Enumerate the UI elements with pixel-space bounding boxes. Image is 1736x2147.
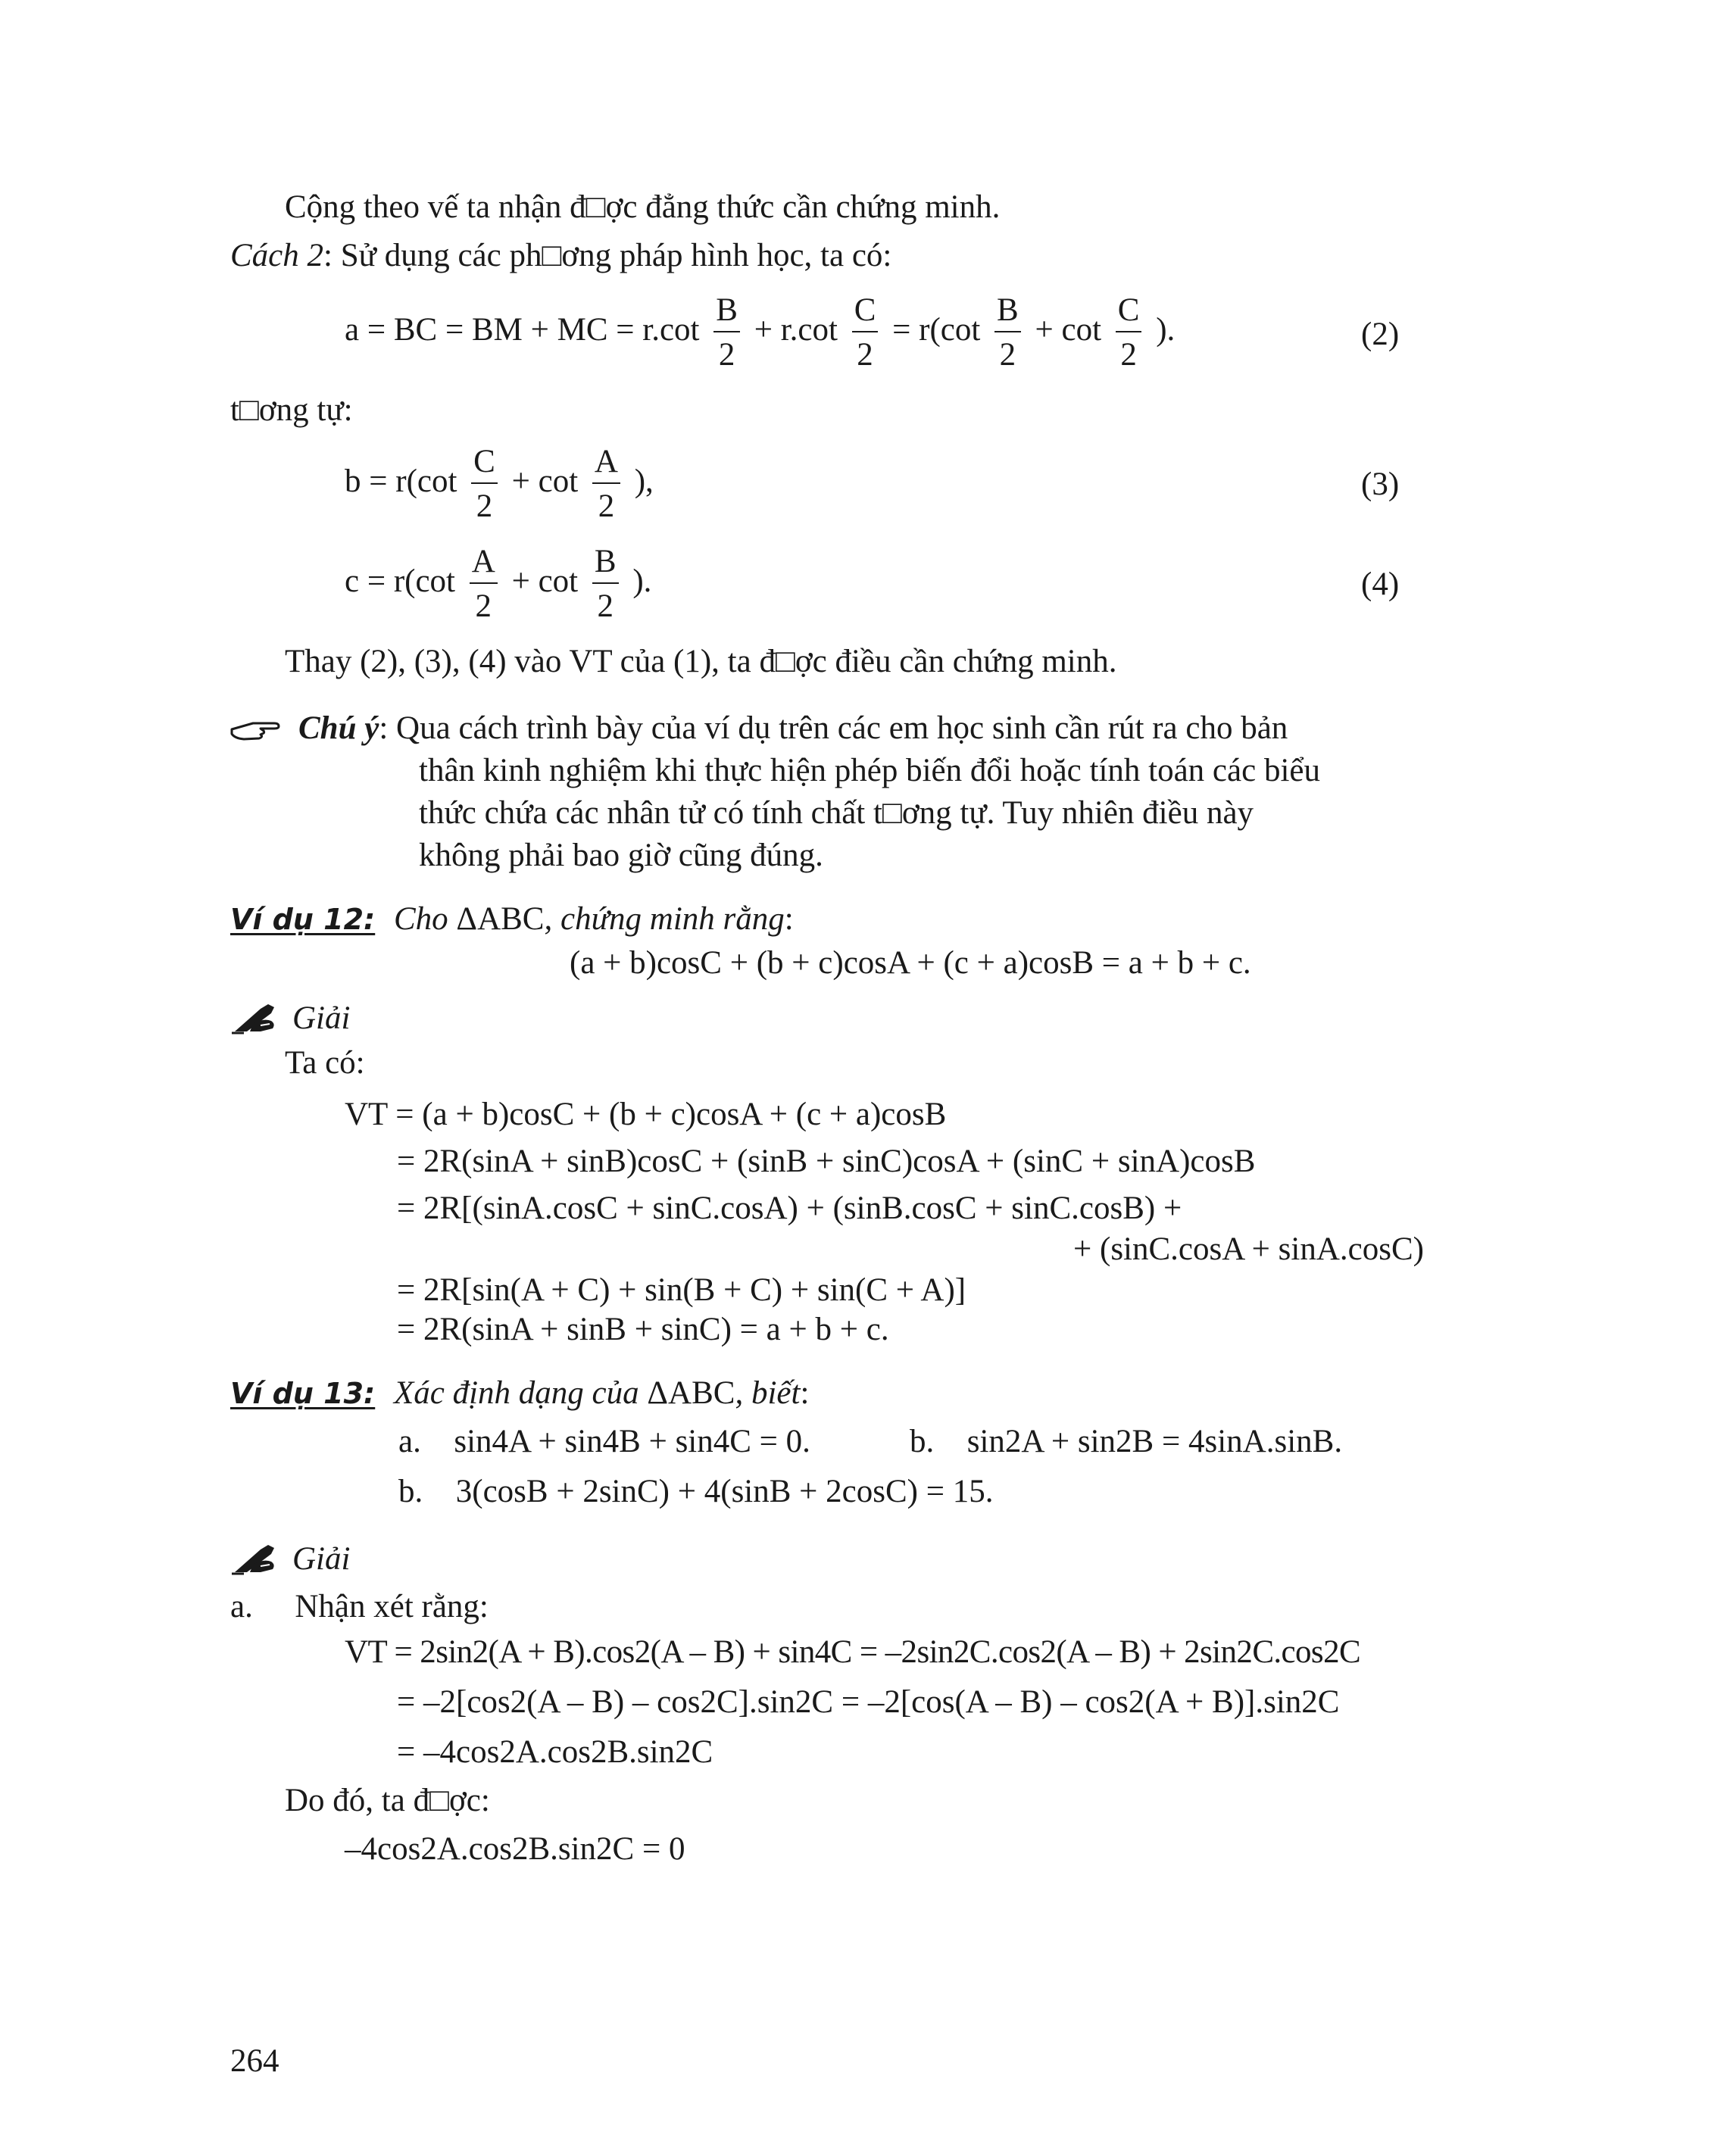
example-13-item	[398, 1475, 994, 1508]
fraction-denominator: 2	[475, 588, 492, 624]
item-key: a.	[398, 1424, 421, 1459]
fraction-numerator: C	[1116, 294, 1142, 332]
fraction-denominator: 2	[857, 337, 873, 373]
solution-13-heading	[230, 1542, 350, 1581]
do-do-line: Do đó, ta đ□ợc:	[285, 1783, 490, 1818]
example-12-statement: Cho	[393, 901, 457, 937]
page-number: 264	[230, 2043, 279, 2079]
example-13-statement: Xác định dạng của	[393, 1375, 648, 1411]
example-13-statement: , biết	[735, 1375, 801, 1411]
eq2-term: + r.cot	[754, 311, 838, 348]
solution-12-heading	[230, 1001, 350, 1041]
eq4-term: + cot	[511, 563, 579, 599]
eq2-lhs: a = BC = BM + MC = r.cot	[345, 311, 700, 348]
example-12-heading	[230, 903, 794, 935]
item-text: sin4A + sin4B + sin4C = 0.	[454, 1424, 810, 1459]
note-label: Chú ý	[298, 710, 379, 746]
example-12-identity: (a + b)cosC + (b + c)cosA + (c + a)cosB = a + b + c.	[570, 945, 1251, 981]
note-line-4: không phải bao giờ cũng đúng.	[419, 838, 823, 873]
fraction	[470, 545, 498, 623]
fraction-numerator: B	[592, 545, 619, 584]
triangle-symbol: ΔABC	[456, 901, 545, 937]
fraction-denominator: 2	[999, 337, 1016, 373]
eq2-end: ).	[1156, 311, 1176, 348]
example-13-heading	[230, 1377, 809, 1409]
solution-12-step: + (sinC.cosA + sinA.cosC)	[1073, 1231, 1424, 1267]
solution-12-step: = 2R[sin(A + C) + sin(B + C) + sin(C + A)]	[397, 1272, 966, 1308]
note-line-3: thức chứa các nhân tử có tính chất t□ơng tự. Tuy nhiên điều này	[419, 795, 1254, 831]
item-key: b.	[910, 1424, 935, 1459]
cach2-line	[230, 239, 891, 272]
eq4-lhs: c = r(cot	[345, 563, 456, 599]
note-line-1	[230, 712, 1288, 747]
writing-hand-icon	[230, 1001, 280, 1041]
fraction-denominator: 2	[476, 488, 493, 524]
example-13-item	[910, 1425, 1342, 1458]
part-key: a.	[230, 1589, 253, 1624]
fraction-denominator: 2	[597, 588, 614, 624]
eq4-end: ).	[632, 563, 652, 599]
ta-co-line: Ta có:	[285, 1045, 365, 1081]
equation-4	[345, 545, 651, 623]
eq3-end: ),	[634, 463, 654, 499]
part-a-line	[230, 1590, 489, 1623]
example-12-label: Ví dụ 12:	[230, 903, 376, 936]
eq2-term: = r(cot	[892, 311, 981, 348]
solution-label: Giải	[292, 1540, 351, 1577]
solution-12-step: = 2R[(sinA.cosC + sinC.cosA) + (sinB.cosC + sinC.cosB) +	[397, 1191, 1182, 1226]
fraction-denominator: 2	[1120, 337, 1137, 373]
fraction-numerator: A	[592, 445, 620, 484]
eq2-term: + cot	[1035, 311, 1102, 348]
example-12-colon: :	[784, 901, 794, 937]
fraction-numerator: C	[471, 445, 498, 484]
fraction	[592, 445, 620, 523]
solution-13-step: VT = 2sin2(A + B).cos2(A – B) + sin4C = –2sin2C.cos2(A – B) + 2sin2C.cos2C	[345, 1634, 1361, 1670]
equation-tag-2: (2)	[1361, 317, 1400, 352]
note-line-2: thân kinh nghiệm khi thực hiện phép biến đổi hoặc tính toán các biểu	[419, 753, 1320, 788]
equation-tag-4: (4)	[1361, 566, 1400, 602]
part-intro: Nhận xét rằng:	[295, 1589, 489, 1624]
thay-line: Thay (2), (3), (4) vào VT của (1), ta đ□ợc điều cần chứng minh.	[285, 644, 1117, 679]
solution-12-step: = 2R(sinA + sinB)cosC + (sinB + sinC)cosA + (sinC + sinA)cosB	[397, 1144, 1256, 1179]
fraction	[592, 545, 619, 623]
fraction	[1116, 294, 1142, 371]
equation-tag-3: (3)	[1361, 467, 1400, 502]
example-12-statement: , chứng minh rằng	[544, 901, 785, 937]
solution-13-step: = –4cos2A.cos2B.sin2C	[397, 1734, 713, 1770]
item-text: sin2A + sin2B = 4sinA.sinB.	[966, 1424, 1343, 1459]
fraction-numerator: B	[713, 294, 740, 332]
item-text: 3(cosB + 2sinC) + 4(sinB + 2cosC) = 15.	[455, 1474, 994, 1509]
pointing-hand-icon	[230, 715, 280, 747]
tuong-tu-line: t□ơng tự:	[230, 392, 353, 428]
fraction-denominator: 2	[598, 488, 615, 524]
writing-hand-icon	[230, 1542, 280, 1581]
equation-2	[345, 294, 1175, 371]
fraction-numerator: B	[994, 294, 1021, 332]
fraction	[471, 445, 498, 523]
fraction	[852, 294, 879, 371]
example-13-label: Ví dụ 13:	[230, 1377, 376, 1410]
note-text: : Qua cách trình bày của ví dụ trên các em học sinh cần rút ra cho bản	[379, 710, 1288, 746]
eq3-term: + cot	[511, 463, 579, 499]
solution-13-step: = –2[cos2(A – B) – cos2C].sin2C = –2[cos(A – B) – cos2(A + B)].sin2C	[397, 1684, 1340, 1720]
fraction	[713, 294, 740, 371]
cach2-text: : Sử dụng các ph□ơng pháp hình học, ta có:	[323, 238, 892, 273]
cach2-label: Cách 2	[230, 238, 324, 273]
triangle-symbol: ΔABC	[647, 1375, 735, 1411]
fraction-numerator: C	[852, 294, 879, 332]
solution-12-step: VT = (a + b)cosC + (b + c)cosA + (c + a)cosB	[345, 1097, 947, 1132]
fraction-denominator: 2	[718, 337, 735, 373]
item-key: b.	[398, 1474, 423, 1509]
eq3-lhs: b = r(cot	[345, 463, 457, 499]
example-13-colon: :	[800, 1375, 810, 1411]
intro-line: Cộng theo vế ta nhận đ□ợc đẳng thức cần chứng minh.	[285, 189, 1001, 225]
final-equation: –4cos2A.cos2B.sin2C = 0	[345, 1831, 685, 1867]
example-13-item	[398, 1425, 810, 1458]
solution-12-step: = 2R(sinA + sinB + sinC) = a + b + c.	[397, 1312, 889, 1347]
solution-label: Giải	[292, 1000, 351, 1036]
equation-3	[345, 445, 654, 523]
fraction	[994, 294, 1021, 371]
fraction-numerator: A	[470, 545, 498, 584]
